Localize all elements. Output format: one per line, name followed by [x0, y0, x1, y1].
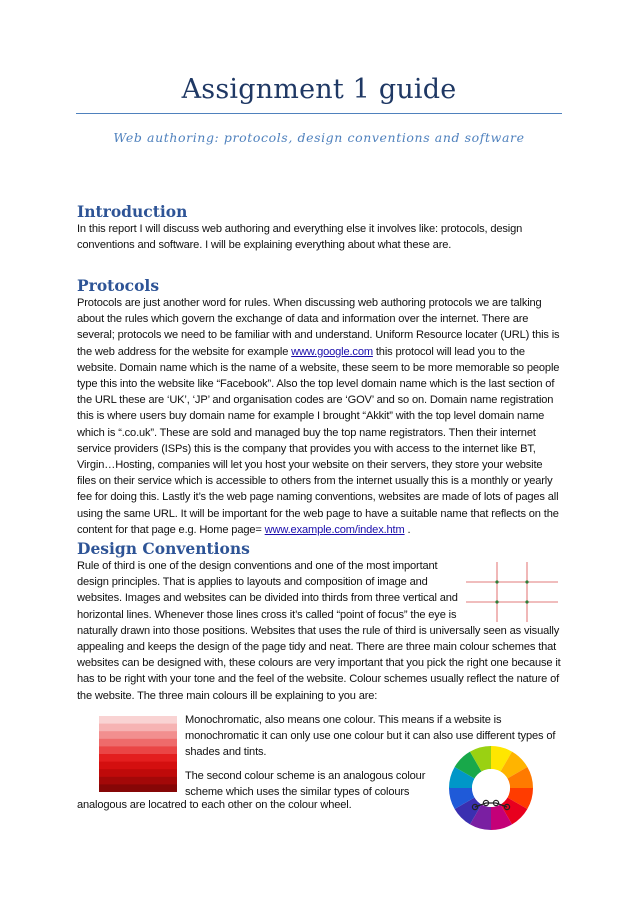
protocols-heading: Protocols: [77, 276, 160, 295]
tint-swatch: [99, 762, 177, 770]
focus-point: [495, 600, 498, 603]
analogous-paragraph-continued: analogous are locatred to each other on the colour wheel.: [77, 799, 352, 811]
title-divider: [76, 113, 562, 114]
protocols-text-2: this protocol will lead you to the website. Domain name which is the name of a website, these seem to be more memorable so people type this into the website like “Facebook”. Also the top level domain name which is the last section of the URL these are ‘UK’, ‘JP’ and organisation codes are ‘GOV’ and so on. Domain name registration this is where users buy domain name for example I brought “Akkit” with the top level domain name which is “.co.uk”. These are sold and managed buy the top name registrators. Then their internet service providers (ISPs) this is the company that provides you with access to the internet like BT, Virgin…Hosting, companies will let you host your website on their servers, they store your website files on their service which is accessible to others from the internet usually this is a monthly or yearly fee for doing this. Lastly it’s the web page naming conventions, websites are made of lots of pages all using the same URL. It will be important for the web page to have a suitable name that reflects on the content for that page e.g. Home page=: [77, 345, 560, 536]
protocols-text-1: Protocols are just another word for rules. When discussing web authoring protocols we are talking about the rules which govern the exchange of data and information over the internet. There are several; protocols we need to be familiar with and understand. Uniform Resource locater (URL) this is the web address for the website for example: [77, 297, 560, 358]
tint-swatch: [99, 746, 177, 754]
protocols-text-3: .: [404, 523, 411, 536]
tint-swatch: [99, 754, 177, 762]
tint-swatch: [99, 769, 177, 777]
rule-of-thirds-grid-image: [466, 562, 558, 622]
design-conventions-text: Rule of third is one of the design conventions and one of the most important design principles. That is applies to layouts and composition of image and websites. Images and websites can be divided into thirds from three vertical and horizontal lines. Whenever those lines cross it’s called “point of focus” the eye is naturally drawn into those positions. Websites that uses the rule of third is universally seen as visually appealing and keeps the design of the page tidy and neat. There are three main colour schemes that websites can be designed with, these colours are very important that you pick the right one because it has to be right with your tone and the feel of the website. Colour schemes usually reflect the nature of the website. The three main colours ill be explaining to you are:: [77, 560, 561, 702]
analogous-paragraph: The second colour scheme is an analogous colour scheme which uses the similar types of colours: [185, 770, 426, 799]
protocols-paragraph: [77, 295, 561, 538]
focus-point: [525, 600, 528, 603]
focus-point: [525, 580, 528, 583]
tint-swatch: [99, 731, 177, 739]
document-title: Assignment 1 guide: [181, 74, 457, 105]
tint-swatch: [99, 777, 177, 785]
colour-wheel-center: [472, 769, 510, 807]
introduction-paragraph: In this report I will discuss web authoring and everything else it involves like: protocols, design conventions and software. I will be explaining everything about what these are.: [77, 223, 523, 252]
tint-swatch: [99, 739, 177, 747]
tint-swatch: [99, 716, 177, 724]
focus-point: [495, 580, 498, 583]
google-link[interactable]: www.google.com: [291, 345, 373, 358]
tint-swatch: [99, 724, 177, 732]
design-conventions-heading: Design Conventions: [77, 539, 250, 558]
tint-swatch: [99, 784, 177, 792]
introduction-heading: Introduction: [77, 202, 188, 221]
monochromatic-tints-image: [99, 716, 177, 792]
colour-wheel-image: [448, 745, 534, 831]
example-link[interactable]: www.example.com/index.htm: [264, 523, 405, 536]
monochromatic-paragraph: Monochromatic, also means one colour. This means if a website is monochromatic it can only use one colour but it can also use different types of shades and tints.: [185, 714, 556, 759]
document-subtitle: Web authoring: protocols, design conventions and software: [113, 130, 525, 145]
